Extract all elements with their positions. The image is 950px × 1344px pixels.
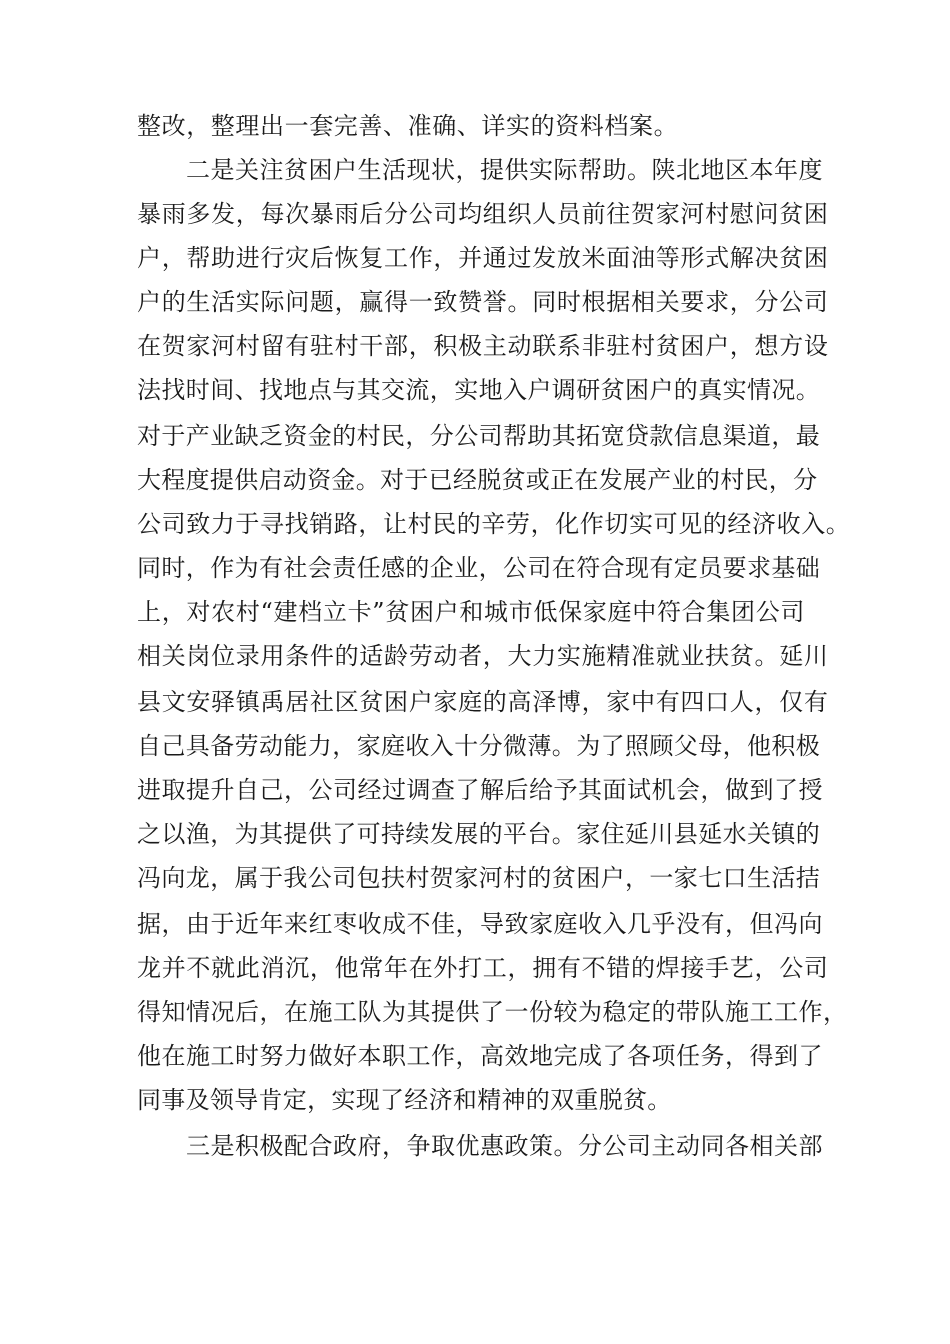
line-text: 他在施工时努力做好本职工作，高效地完成了各项任务，得到了 [137,1042,823,1070]
text-line [0,682,950,722]
line-text: 得知情况后，在施工队为其提供了一份较为稳定的带队施工工作， [137,998,848,1026]
text-line [0,992,950,1032]
text-line [0,1036,950,1076]
text-line [0,194,950,234]
line-text: 龙并不就此消沉，他常年在外打工，拥有不错的焊接手艺，公司 [137,954,829,982]
line-text: 三是积极配合政府，争取优惠政策。分公司主动同各相关部 [186,1132,823,1160]
line-text: 法找时间、找地点与其交流，实地入户调研贫困户的真实情况。 [137,376,821,404]
text-line [0,416,950,456]
line-text: 大程度提供启动资金。对于已经脱贫或正在发展产业的村民，分 [137,466,818,494]
text-line [0,904,950,944]
line-text: 同事及领导肯定，实现了经济和精神的双重脱贫。 [137,1086,672,1114]
paragraph-start-line [0,1126,950,1166]
line-text: 对于产业缺乏资金的村民，分公司帮助其拓宽贷款信息渠道，最 [137,422,821,450]
text-line [0,238,950,278]
text-line [0,726,950,766]
text-line [0,770,950,810]
text-line [0,504,950,544]
line-text: 之以渔，为其提供了可持续发展的平台。家住延川县延水关镇的 [137,820,821,848]
line-text: 进取提升自己，公司经过调查了解后给予其面试机会，做到了授 [137,776,823,804]
text-line [0,326,950,366]
line-text: 公司致力于寻找销路，让村民的辛劳，化作切实可见的经济收入。 [137,510,851,538]
text-line [0,370,950,410]
line-text: 户，帮助进行灾后恢复工作，并通过发放米面油等形式解决贫困 [137,244,829,272]
line-text: 相关岗位录用条件的适龄劳动者，大力实施精准就业扶贫。延川 [137,642,829,670]
line-text: 冯向龙，属于我公司包扶村贺家河村的贫困户，一家七口生活拮 [137,864,821,892]
text-line [0,858,950,898]
text-line [0,636,950,676]
text-line [0,814,950,854]
text-line [0,1080,950,1120]
text-line [0,282,950,322]
text-line [0,106,950,146]
text-line [0,948,950,988]
paragraph-start-line [0,150,950,190]
line-text: 在贺家河村留有驻村干部，积极主动联系非驻村贫困户，想方设 [137,332,829,360]
text-line [0,548,950,588]
text-line [0,592,950,632]
line-text: 县文安驿镇禹居社区贫困户家庭的高泽博，家中有四口人，仅有 [137,688,829,716]
line-text: 暴雨多发，每次暴雨后分公司均组织人员前往贺家河村慰问贫困 [137,200,829,228]
line-text: 上，对农村“建档立卡”贫困户和城市低保家庭中符合集团公司 [137,598,806,626]
line-text: 整改，整理出一套完善、准确、详实的资料档案。 [137,112,679,140]
line-text: 据，由于近年来红枣收成不佳，导致家庭收入几乎没有，但冯向 [137,910,823,938]
line-text: 同时，作为有社会责任感的企业，公司在符合现有定员要求基础 [137,554,821,582]
line-text: 户的生活实际问题，赢得一致赞誉。同时根据相关要求，分公司 [137,288,829,316]
text-line [0,460,950,500]
line-text: 二是关注贫困户生活现状，提供实际帮助。陕北地区本年度 [186,156,823,184]
line-text: 自己具备劳动能力，家庭收入十分微薄。为了照顾父母，他积极 [137,732,821,760]
